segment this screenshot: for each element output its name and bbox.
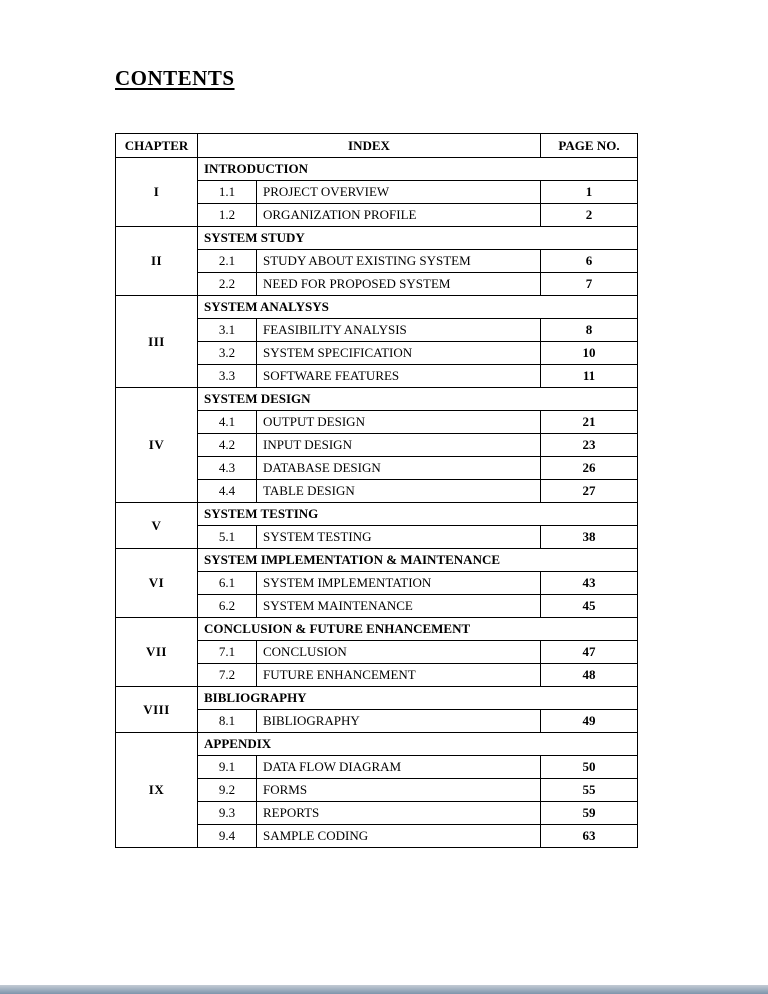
section-header-row (116, 618, 638, 641)
item-number: 3.2 (198, 342, 257, 365)
item-page-number: 7 (541, 273, 638, 296)
item-label: INPUT DESIGN (257, 434, 541, 457)
item-label: SYSTEM TESTING (257, 526, 541, 549)
header-page-no: PAGE NO. (541, 134, 638, 158)
header-chapter: CHAPTER (116, 134, 198, 158)
section-title: APPENDIX (198, 733, 638, 756)
item-number: 8.1 (198, 710, 257, 733)
header-index: INDEX (198, 134, 541, 158)
item-page-number: 8 (541, 319, 638, 342)
item-label: SOFTWARE FEATURES (257, 365, 541, 388)
item-page-number: 2 (541, 204, 638, 227)
item-label: SYSTEM MAINTENANCE (257, 595, 541, 618)
chapter-numeral: IV (116, 388, 198, 503)
item-page-number: 1 (541, 181, 638, 204)
item-number: 3.3 (198, 365, 257, 388)
item-number: 9.3 (198, 802, 257, 825)
item-number: 4.2 (198, 434, 257, 457)
item-label: SAMPLE CODING (257, 825, 541, 848)
page-title: CONTENTS (115, 66, 235, 90)
item-number: 6.1 (198, 572, 257, 595)
item-label: SYSTEM SPECIFICATION (257, 342, 541, 365)
section-header-row (116, 158, 638, 181)
section-title: SYSTEM DESIGN (198, 388, 638, 411)
item-page-number: 55 (541, 779, 638, 802)
item-number: 2.1 (198, 250, 257, 273)
item-page-number: 50 (541, 756, 638, 779)
item-number: 3.1 (198, 319, 257, 342)
item-number: 5.1 (198, 526, 257, 549)
section-header-row (116, 733, 638, 756)
item-label: DATABASE DESIGN (257, 457, 541, 480)
section-header-row (116, 388, 638, 411)
section-title: SYSTEM IMPLEMENTATION & MAINTENANCE (198, 549, 638, 572)
item-page-number: 63 (541, 825, 638, 848)
item-number: 4.1 (198, 411, 257, 434)
item-page-number: 27 (541, 480, 638, 503)
item-label: STUDY ABOUT EXISTING SYSTEM (257, 250, 541, 273)
bottom-edge-bar (0, 985, 768, 994)
item-page-number: 49 (541, 710, 638, 733)
item-label: PROJECT OVERVIEW (257, 181, 541, 204)
section-title: SYSTEM STUDY (198, 227, 638, 250)
item-number: 9.4 (198, 825, 257, 848)
item-number: 4.3 (198, 457, 257, 480)
chapter-numeral: VII (116, 618, 198, 687)
item-page-number: 10 (541, 342, 638, 365)
chapter-numeral: V (116, 503, 198, 549)
item-number: 9.2 (198, 779, 257, 802)
section-title: INTRODUCTION (198, 158, 638, 181)
item-label: FUTURE ENHANCEMENT (257, 664, 541, 687)
section-header-row (116, 687, 638, 710)
item-page-number: 38 (541, 526, 638, 549)
section-title: BIBLIOGRAPHY (198, 687, 638, 710)
chapter-numeral: VIII (116, 687, 198, 733)
chapter-numeral: I (116, 158, 198, 227)
section-title: SYSTEM TESTING (198, 503, 638, 526)
item-label: ORGANIZATION PROFILE (257, 204, 541, 227)
item-label: CONCLUSION (257, 641, 541, 664)
item-page-number: 23 (541, 434, 638, 457)
item-label: FORMS (257, 779, 541, 802)
item-number: 6.2 (198, 595, 257, 618)
item-page-number: 6 (541, 250, 638, 273)
item-page-number: 26 (541, 457, 638, 480)
item-number: 1.2 (198, 204, 257, 227)
section-title: CONCLUSION & FUTURE ENHANCEMENT (198, 618, 638, 641)
item-label: OUTPUT DESIGN (257, 411, 541, 434)
item-label: SYSTEM IMPLEMENTATION (257, 572, 541, 595)
item-number: 4.4 (198, 480, 257, 503)
section-title: SYSTEM ANALYSYS (198, 296, 638, 319)
item-page-number: 43 (541, 572, 638, 595)
item-page-number: 11 (541, 365, 638, 388)
chapter-numeral: IX (116, 733, 198, 848)
table-header-row (116, 134, 638, 158)
contents-table (115, 133, 638, 848)
item-page-number: 48 (541, 664, 638, 687)
item-number: 1.1 (198, 181, 257, 204)
item-label: DATA FLOW DIAGRAM (257, 756, 541, 779)
item-page-number: 47 (541, 641, 638, 664)
item-label: BIBLIOGRAPHY (257, 710, 541, 733)
item-label: TABLE DESIGN (257, 480, 541, 503)
chapter-numeral: VI (116, 549, 198, 618)
item-label: FEASIBILITY ANALYSIS (257, 319, 541, 342)
item-label: NEED FOR PROPOSED SYSTEM (257, 273, 541, 296)
item-number: 7.2 (198, 664, 257, 687)
item-number: 7.1 (198, 641, 257, 664)
chapter-numeral: III (116, 296, 198, 388)
item-number: 2.2 (198, 273, 257, 296)
chapter-numeral: II (116, 227, 198, 296)
section-header-row (116, 227, 638, 250)
section-header-row (116, 549, 638, 572)
item-number: 9.1 (198, 756, 257, 779)
section-header-row (116, 296, 638, 319)
item-page-number: 59 (541, 802, 638, 825)
item-page-number: 21 (541, 411, 638, 434)
item-label: REPORTS (257, 802, 541, 825)
item-page-number: 45 (541, 595, 638, 618)
section-header-row (116, 503, 638, 526)
